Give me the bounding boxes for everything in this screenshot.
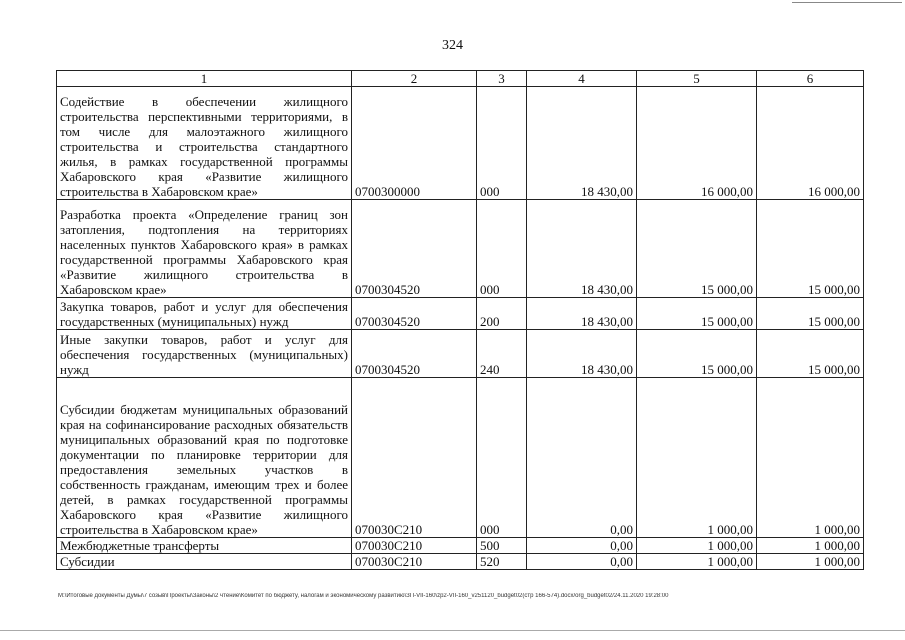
row-description: Субсидии бюджетам муниципальных образований края на софинансирование расходных обязательств муниципальных образований края по подготовке документации по планировке территории для предоставления земельных участков в собственность гражданам, имеющим трех и более детей, в рамках государственной программы Хабаровского края «Развитие жилищного строительства в Хабаровском крае» bbox=[57, 378, 352, 538]
table-row bbox=[57, 554, 864, 570]
row-value-col5: 16 000,00 bbox=[637, 87, 757, 200]
row-value-col4: 18 430,00 bbox=[527, 298, 637, 330]
row-expense-type: 520 bbox=[477, 554, 527, 570]
row-value-col5: 15 000,00 bbox=[637, 298, 757, 330]
budget-table bbox=[56, 70, 864, 570]
header-cell: 1 bbox=[57, 71, 352, 87]
row-value-col6: 16 000,00 bbox=[757, 87, 864, 200]
table-header-row bbox=[57, 71, 864, 87]
row-value-col6: 1 000,00 bbox=[757, 554, 864, 570]
row-expense-type: 000 bbox=[477, 87, 527, 200]
row-value-col6: 15 000,00 bbox=[757, 330, 864, 378]
document-file-path: M:\Итоговые документы Думы\7 созыв\Проекты\Законы\2 чтение\Комитет по бюджету, налогам и экономическому развитию\ЗП-VII-160\zp2-VII-160_v251120_budget02(стр 166-574).docx/org_budget02/24.11.2020 19:28:00 bbox=[58, 593, 669, 599]
row-description: Закупка товаров, работ и услуг для обеспечения государственных (муниципальных) нужд bbox=[57, 298, 352, 330]
row-value-col4: 0,00 bbox=[527, 378, 637, 538]
row-description: Разработка проекта «Определение границ зон затопления, подтопления на территориях населенных пунктов Хабаровского края» в рамках государственной программы Хабаровского края «Развитие жилищного строительства в Хабаровском крае» bbox=[57, 200, 352, 298]
row-value-col4: 18 430,00 bbox=[527, 330, 637, 378]
table-row bbox=[57, 200, 864, 298]
row-value-col5: 1 000,00 bbox=[637, 378, 757, 538]
table-row bbox=[57, 330, 864, 378]
header-cell: 4 bbox=[527, 71, 637, 87]
row-value-col5: 1 000,00 bbox=[637, 538, 757, 554]
table-row bbox=[57, 87, 864, 200]
table-row bbox=[57, 538, 864, 554]
table-row bbox=[57, 378, 864, 538]
row-expense-type: 500 bbox=[477, 538, 527, 554]
row-value-col5: 15 000,00 bbox=[637, 330, 757, 378]
row-code: 0700304520 bbox=[352, 330, 477, 378]
row-value-col6: 15 000,00 bbox=[757, 200, 864, 298]
top-rule bbox=[792, 2, 902, 3]
row-expense-type: 000 bbox=[477, 378, 527, 538]
row-expense-type: 200 bbox=[477, 298, 527, 330]
row-value-col6: 1 000,00 bbox=[757, 378, 864, 538]
row-value-col4: 18 430,00 bbox=[527, 87, 637, 200]
header-cell: 2 bbox=[352, 71, 477, 87]
row-description: Иные закупки товаров, работ и услуг для обеспечения государственных (муниципальных) нужд bbox=[57, 330, 352, 378]
row-description: Межбюджетные трансферты bbox=[57, 538, 352, 554]
row-value-col4: 0,00 bbox=[527, 554, 637, 570]
bottom-rule bbox=[0, 630, 905, 631]
header-cell: 3 bbox=[477, 71, 527, 87]
row-code: 0700304520 bbox=[352, 298, 477, 330]
row-value-col5: 1 000,00 bbox=[637, 554, 757, 570]
page-number: 324 bbox=[442, 38, 463, 53]
header-cell: 5 bbox=[637, 71, 757, 87]
row-code: 070030С210 bbox=[352, 378, 477, 538]
row-code: 0700304520 bbox=[352, 200, 477, 298]
row-value-col6: 1 000,00 bbox=[757, 538, 864, 554]
table-row bbox=[57, 298, 864, 330]
row-code: 070030С210 bbox=[352, 554, 477, 570]
header-cell: 6 bbox=[757, 71, 864, 87]
row-value-col5: 15 000,00 bbox=[637, 200, 757, 298]
row-code: 0700300000 bbox=[352, 87, 477, 200]
row-description: Субсидии bbox=[57, 554, 352, 570]
row-value-col4: 18 430,00 bbox=[527, 200, 637, 298]
row-value-col4: 0,00 bbox=[527, 538, 637, 554]
row-value-col6: 15 000,00 bbox=[757, 298, 864, 330]
row-description: Содействие в обеспечении жилищного строительства перспективными территориями, в том числе для малоэтажного жилищного строительства и строительства стандартного жилья, в рамках государственной программы Хабаровского края «Развитие жилищного строительства в Хабаровском крае» bbox=[57, 87, 352, 200]
row-expense-type: 240 bbox=[477, 330, 527, 378]
row-expense-type: 000 bbox=[477, 200, 527, 298]
row-code: 070030С210 bbox=[352, 538, 477, 554]
